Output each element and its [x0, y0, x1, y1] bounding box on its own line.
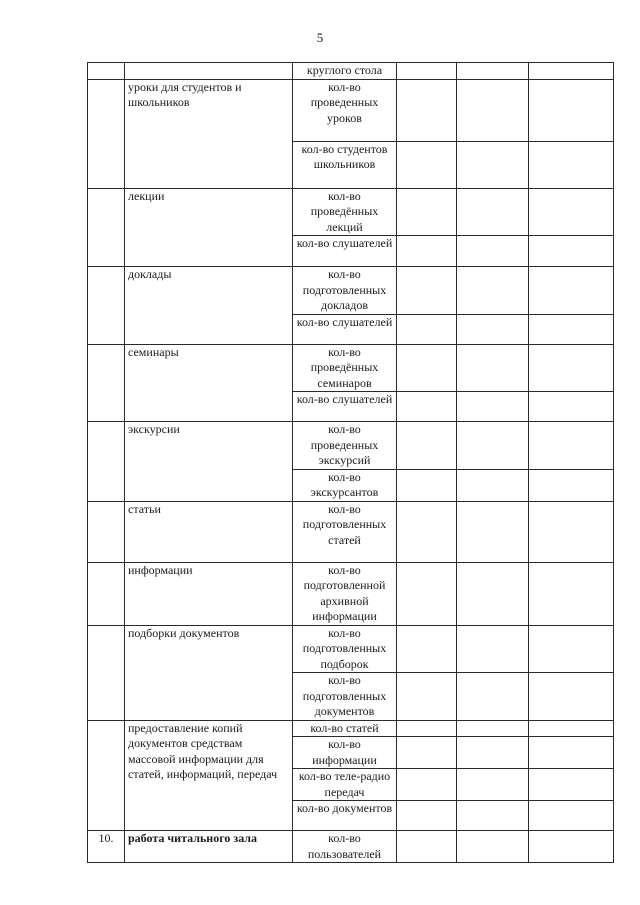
value-cell: [397, 769, 457, 801]
unit-cell: кол-во подготовленных докладов: [293, 267, 397, 315]
value-cell: [457, 63, 529, 80]
table-row: [88, 344, 614, 392]
value-cell: [397, 625, 457, 673]
value-cell: [529, 737, 614, 769]
value-cell: [529, 801, 614, 831]
value-cell: [529, 267, 614, 315]
value-cell: [529, 79, 614, 141]
value-cell: [397, 422, 457, 470]
row-number-cell: [88, 344, 125, 422]
activity-name-cell: подборки документов: [125, 625, 293, 720]
table-row: [88, 562, 614, 625]
value-cell: [457, 501, 529, 562]
value-cell: [457, 79, 529, 141]
value-cell: [529, 562, 614, 625]
value-cell: [457, 469, 529, 501]
value-cell: [397, 562, 457, 625]
row-number-cell: [88, 267, 125, 345]
activity-name-cell: [125, 63, 293, 80]
unit-cell: кол-во теле-радио передач: [293, 769, 397, 801]
value-cell: [397, 737, 457, 769]
value-cell: [457, 625, 529, 673]
unit-cell: кол-во проведенных экскурсий: [293, 422, 397, 470]
value-cell: [457, 769, 529, 801]
value-cell: [397, 831, 457, 863]
value-cell: [529, 673, 614, 721]
row-number-cell: [88, 720, 125, 831]
value-cell: [397, 673, 457, 721]
table-row: [88, 501, 614, 562]
unit-cell: кол-во подготовленной архивной информации: [293, 562, 397, 625]
unit-cell: кол-во проведённых лекций: [293, 188, 397, 236]
unit-cell: кол-во студентов школьников: [293, 141, 397, 188]
activity-name-cell: работа читального зала: [125, 831, 293, 863]
value-cell: [397, 314, 457, 344]
value-cell: [457, 673, 529, 721]
value-cell: [397, 801, 457, 831]
value-cell: [397, 236, 457, 267]
value-cell: [529, 392, 614, 422]
value-cell: [397, 501, 457, 562]
unit-cell: кол-во слушателей: [293, 314, 397, 344]
unit-cell: кол-во проведённых семинаров: [293, 344, 397, 392]
row-number-cell: 10.: [88, 831, 125, 863]
value-cell: [529, 63, 614, 80]
activity-name-cell: семинары: [125, 344, 293, 422]
value-cell: [529, 344, 614, 392]
value-cell: [457, 831, 529, 863]
value-cell: [529, 831, 614, 863]
table-row: [88, 267, 614, 315]
value-cell: [397, 141, 457, 188]
table-row: [88, 831, 614, 863]
value-cell: [529, 422, 614, 470]
value-cell: [457, 141, 529, 188]
unit-cell: кол-во экскурсантов: [293, 469, 397, 501]
value-cell: [397, 79, 457, 141]
row-number-cell: [88, 79, 125, 188]
unit-cell: кол-во пользователей: [293, 831, 397, 863]
unit-cell: кол-во слушателей: [293, 392, 397, 422]
value-cell: [457, 267, 529, 315]
value-cell: [529, 314, 614, 344]
activity-name-cell: экскурсии: [125, 422, 293, 502]
value-cell: [457, 236, 529, 267]
unit-cell: кол-во подготовленных документов: [293, 673, 397, 721]
unit-cell: круглого стола: [293, 63, 397, 80]
value-cell: [457, 344, 529, 392]
page-number: 5: [316, 30, 324, 45]
table-row: [88, 625, 614, 673]
activity-name-cell: предоставление копий документов средствам массовой информации для статей, информаций, передач: [125, 720, 293, 831]
unit-cell: кол-во информации: [293, 737, 397, 769]
value-cell: [397, 188, 457, 236]
row-number-cell: [88, 188, 125, 267]
activity-name-cell: лекции: [125, 188, 293, 267]
value-cell: [529, 625, 614, 673]
value-cell: [457, 720, 529, 737]
row-number-cell: [88, 63, 125, 80]
table-row: [88, 63, 614, 80]
table-row: [88, 422, 614, 470]
value-cell: [529, 188, 614, 236]
value-cell: [457, 801, 529, 831]
unit-cell: кол-во документов: [293, 801, 397, 831]
unit-cell: кол-во статей: [293, 720, 397, 737]
value-cell: [397, 720, 457, 737]
table-row: [88, 79, 614, 141]
value-cell: [397, 344, 457, 392]
table-row: [88, 720, 614, 737]
value-cell: [457, 422, 529, 470]
value-cell: [397, 469, 457, 501]
row-number-cell: [88, 625, 125, 720]
value-cell: [457, 314, 529, 344]
row-number-cell: [88, 562, 125, 625]
value-cell: [457, 562, 529, 625]
value-cell: [397, 63, 457, 80]
row-number-cell: [88, 422, 125, 502]
activity-name-cell: информации: [125, 562, 293, 625]
value-cell: [529, 769, 614, 801]
activity-name-cell: статьи: [125, 501, 293, 562]
value-cell: [529, 720, 614, 737]
unit-cell: кол-во проведенных уроков: [293, 79, 397, 141]
value-cell: [529, 236, 614, 267]
value-cell: [457, 737, 529, 769]
value-cell: [397, 392, 457, 422]
row-number-cell: [88, 501, 125, 562]
value-cell: [529, 469, 614, 501]
value-cell: [457, 188, 529, 236]
table-row: [88, 188, 614, 236]
report-table: [87, 62, 614, 863]
value-cell: [529, 141, 614, 188]
unit-cell: кол-во слушателей: [293, 236, 397, 267]
value-cell: [529, 501, 614, 562]
value-cell: [397, 267, 457, 315]
activity-name-cell: доклады: [125, 267, 293, 345]
value-cell: [457, 392, 529, 422]
activity-name-cell: уроки для студентов и школьников: [125, 79, 293, 188]
unit-cell: кол-во подготовленных статей: [293, 501, 397, 562]
unit-cell: кол-во подготовленных подборок: [293, 625, 397, 673]
